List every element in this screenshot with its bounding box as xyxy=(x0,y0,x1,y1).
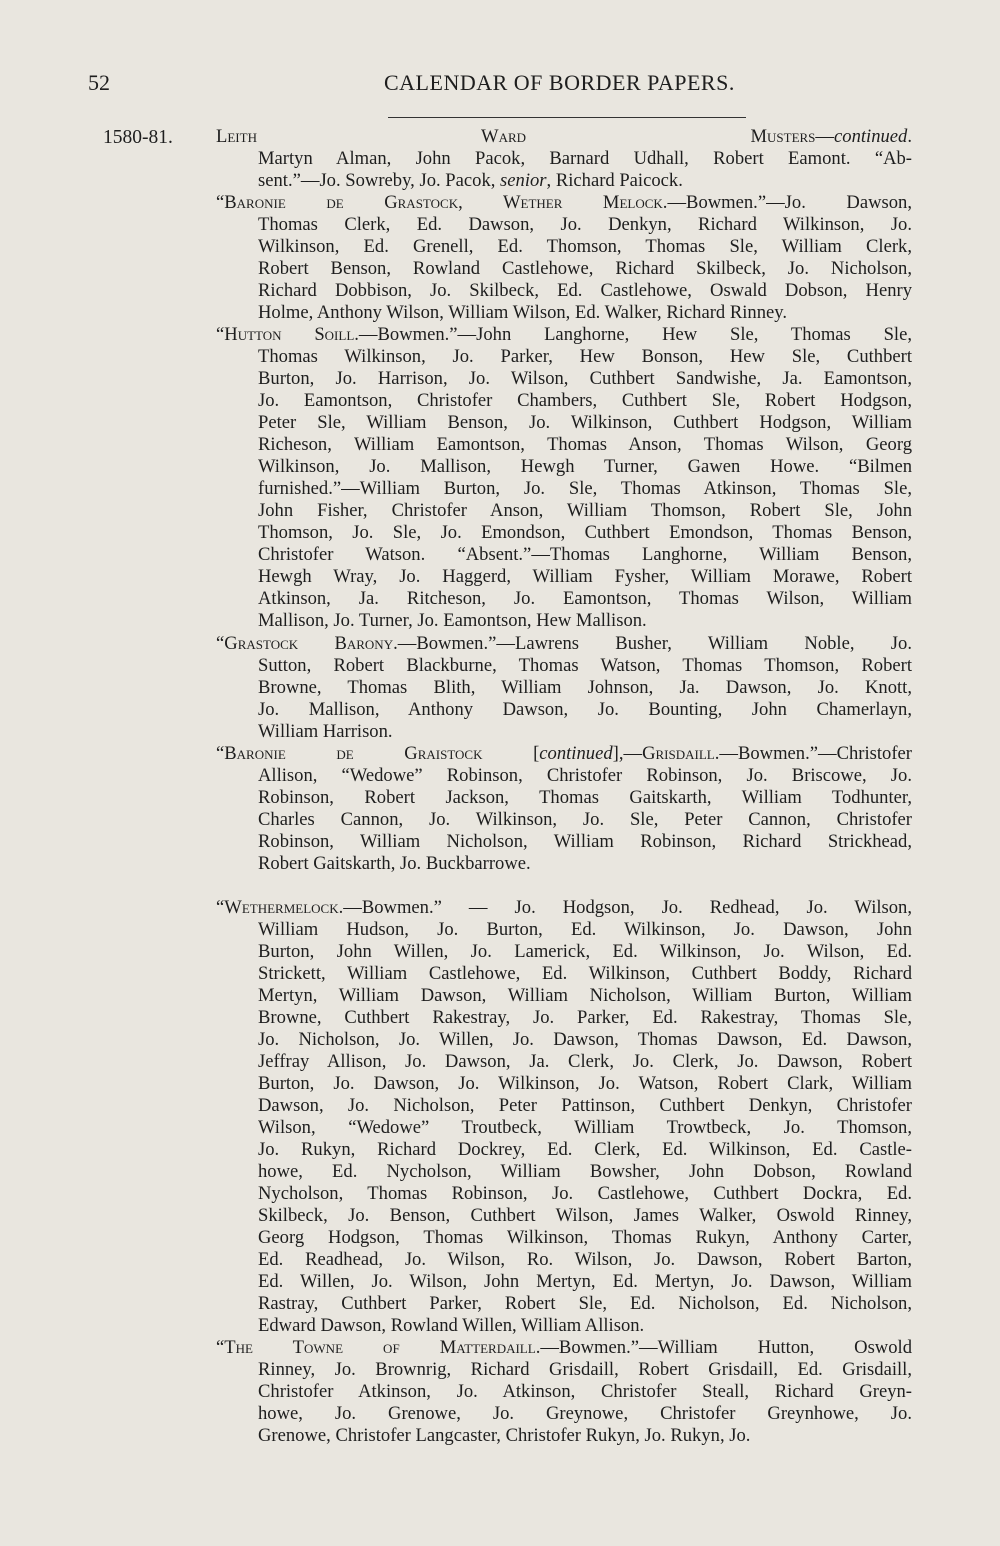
page-number: 52 xyxy=(88,70,110,95)
text-line: Robinson, Robert Jackson, Thomas Gaitskarth, William Todhunter, xyxy=(258,787,912,808)
text-line: Thomas Clerk, Ed. Dawson, Jo. Denkyn, Richard Wilkinson, Jo. xyxy=(258,214,912,235)
running-header xyxy=(88,70,778,104)
text-line: “Hutton Soill.—Bowmen.”—John Langhorne, Hew Sle, Thomas Sle, xyxy=(216,324,912,345)
text-line: Nycholson, Thomas Robinson, Jo. Castlehowe, Cuthbert Dockra, Ed. xyxy=(258,1183,912,1204)
text-line: William Harrison. xyxy=(258,721,393,742)
text-line: John Fisher, Christofer Anson, William Thomson, Robert Sle, John xyxy=(258,500,912,521)
text-line: Mertyn, William Dawson, William Nicholson, William Burton, William xyxy=(258,985,912,1006)
text-line: Richeson, William Eamontson, Thomas Anson, Thomas Wilson, Georg xyxy=(258,434,912,455)
text-line: Burton, John Willen, Jo. Lamerick, Ed. Wilkinson, Jo. Wilson, Ed. xyxy=(258,941,912,962)
text-line: “Wethermelock.—Bowmen.” — Jo. Hodgson, Jo. Redhead, Jo. Wilson, xyxy=(216,897,912,918)
text-line: Jo. Eamontson, Christofer Chambers, Cuthbert Sle, Robert Hodgson, xyxy=(258,390,912,411)
text-line: Jo. Nicholson, Jo. Willen, Jo. Dawson, Thomas Dawson, Ed. Dawson, xyxy=(258,1029,912,1050)
text-line: Dawson, Jo. Nicholson, Peter Pattinson, Cuthbert Denkyn, Christofer xyxy=(258,1095,912,1116)
text-line: William Hudson, Jo. Burton, Ed. Wilkinson, Jo. Dawson, John xyxy=(258,919,912,940)
text-line: Peter Sle, William Benson, Jo. Wilkinson, Cuthbert Hodgson, William xyxy=(258,412,912,433)
text-line: Strickett, William Castlehowe, Ed. Wilkinson, Cuthbert Boddy, Richard xyxy=(258,963,912,984)
text-line: furnished.”—William Burton, Jo. Sle, Thomas Atkinson, Thomas Sle, xyxy=(258,478,912,499)
text-line: Skilbeck, Jo. Benson, Cuthbert Wilson, James Walker, Oswold Rinney, xyxy=(258,1205,912,1226)
text-line: sent.”—Jo. Sowreby, Jo. Pacok, senior, Richard Paicock. xyxy=(258,170,683,191)
text-line: Wilson, “Wedowe” Troutbeck, William Trowtbeck, Jo. Thomson, xyxy=(258,1117,912,1138)
text-line: Charles Cannon, Jo. Wilkinson, Jo. Sle, Peter Cannon, Christofer xyxy=(258,809,912,830)
running-title: CALENDAR OF BORDER PAPERS. xyxy=(384,70,735,95)
text-line: Burton, Jo. Harrison, Jo. Wilson, Cuthbert Sandwishe, Ja. Eamontson, xyxy=(258,368,912,389)
text-line: Sutton, Robert Blackburne, Thomas Watson, Thomas Thomson, Robert xyxy=(258,655,912,676)
text-line: Leith Ward Musters—continued. xyxy=(216,126,912,147)
header-rule xyxy=(388,117,746,118)
text-line: Robinson, William Nicholson, William Robinson, Richard Strickhead, xyxy=(258,831,912,852)
text-line: Burton, Jo. Dawson, Jo. Wilkinson, Jo. Watson, Robert Clark, William xyxy=(258,1073,912,1094)
text-line: “Baronie de Graistock [continued],—Grisdaill.—Bowmen.”—Christofer xyxy=(216,743,912,764)
text-line: Ed. Willen, Jo. Wilson, John Mertyn, Ed. Mertyn, Jo. Dawson, William xyxy=(258,1271,912,1292)
text-line: Edward Dawson, Rowland Willen, William Allison. xyxy=(258,1315,645,1336)
text-line: Atkinson, Ja. Ritcheson, Jo. Eamontson, Thomas Wilson, William xyxy=(258,588,912,609)
text-line: Wilkinson, Jo. Mallison, Hewgh Turner, Gawen Howe. “Bilmen xyxy=(258,456,912,477)
text-line: Robert Benson, Rowland Castlehowe, Richard Skilbeck, Jo. Nicholson, xyxy=(258,258,912,279)
text-line: Browne, Thomas Blith, William Johnson, Ja. Dawson, Jo. Knott, xyxy=(258,677,912,698)
text-line: Holme, Anthony Wilson, William Wilson, Ed. Walker, Richard Rinney. xyxy=(258,302,788,323)
text-line: howe, Jo. Grenowe, Jo. Greynowe, Christofer Greynhowe, Jo. xyxy=(258,1403,912,1424)
text-line: Rinney, Jo. Brownrig, Richard Grisdaill, Robert Grisdaill, Ed. Grisdaill, xyxy=(258,1359,912,1380)
text-line: Wilkinson, Ed. Grenell, Ed. Thomson, Thomas Sle, William Clerk, xyxy=(258,236,912,257)
text-line: Hewgh Wray, Jo. Haggerd, William Fysher, William Morawe, Robert xyxy=(258,566,912,587)
text-line: Ed. Readhead, Jo. Wilson, Ro. Wilson, Jo. Dawson, Robert Barton, xyxy=(258,1249,912,1270)
text-line: Thomas Wilkinson, Jo. Parker, Hew Bonson, Hew Sle, Cuthbert xyxy=(258,346,912,367)
text-line: “Baronie de Grastock, Wether Melock.—Bowmen.”—Jo. Dawson, xyxy=(216,192,912,213)
text-line: Robert Gaitskarth, Jo. Buckbarrowe. xyxy=(258,853,531,874)
text-line: Mallison, Jo. Turner, Jo. Eamontson, Hew Mallison. xyxy=(258,610,647,631)
text-line: Jo. Rukyn, Richard Dockrey, Ed. Clerk, Ed. Wilkinson, Ed. Castle- xyxy=(258,1139,912,1160)
text-line: Jeffray Allison, Jo. Dawson, Ja. Clerk, Jo. Clerk, Jo. Dawson, Robert xyxy=(258,1051,912,1072)
text-line: Grenowe, Christofer Langcaster, Christofer Rukyn, Jo. Rukyn, Jo. xyxy=(258,1425,751,1446)
text-line: Browne, Cuthbert Rakestray, Jo. Parker, Ed. Rakestray, Thomas Sle, xyxy=(258,1007,912,1028)
text-line: Georg Hodgson, Thomas Wilkinson, Thomas Rukyn, Anthony Carter, xyxy=(258,1227,912,1248)
text-line: Jo. Mallison, Anthony Dawson, Jo. Bounting, John Chamerlayn, xyxy=(258,699,912,720)
text-line: Martyn Alman, John Pacok, Barnard Udhall, Robert Eamont. “Ab- xyxy=(258,148,912,169)
text-line: “The Towne of Matterdaill.—Bowmen.”—William Hutton, Oswold xyxy=(216,1337,912,1358)
text-line: Thomson, Jo. Sle, Jo. Emondson, Cuthbert Emondson, Thomas Benson, xyxy=(258,522,912,543)
text-line: howe, Ed. Nycholson, William Bowsher, John Dobson, Rowland xyxy=(258,1161,912,1182)
text-line: “Grastock Barony.—Bowmen.”—Lawrens Busher, William Noble, Jo. xyxy=(216,633,912,654)
year-margin-note: 1580-81. xyxy=(103,127,173,148)
text-line: Christofer Watson. “Absent.”—Thomas Langhorne, William Benson, xyxy=(258,544,912,565)
text-line: Rastray, Cuthbert Parker, Robert Sle, Ed. Nicholson, Ed. Nicholson, xyxy=(258,1293,912,1314)
text-line: Allison, “Wedowe” Robinson, Christofer Robinson, Jo. Briscowe, Jo. xyxy=(258,765,912,786)
text-line: Richard Dobbison, Jo. Skilbeck, Ed. Castlehowe, Oswald Dobson, Henry xyxy=(258,280,912,301)
text-line: Christofer Atkinson, Jo. Atkinson, Christofer Steall, Richard Greyn- xyxy=(258,1381,912,1402)
